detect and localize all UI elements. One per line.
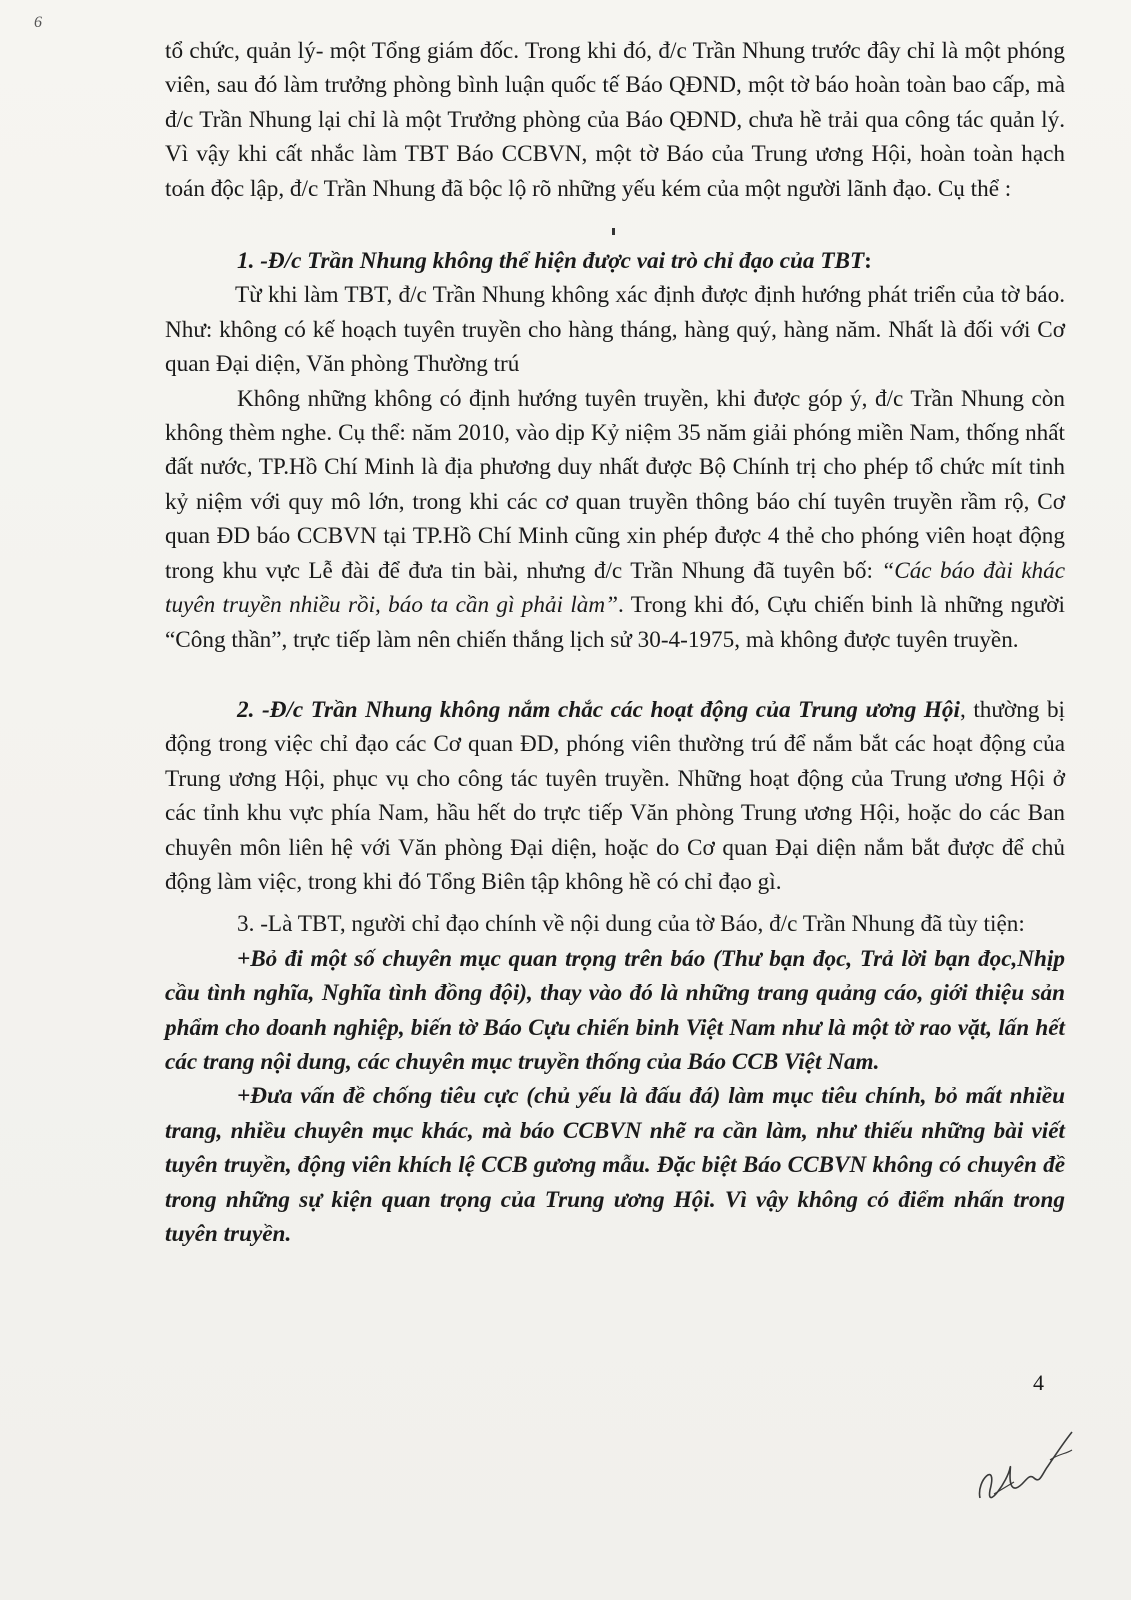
corner-mark: 6 xyxy=(34,14,42,31)
section-2 xyxy=(165,693,1065,899)
section-2-heading: 2. -Đ/c Trần Nhung không nắm chắc các hoạt động của Trung ương Hội xyxy=(237,696,960,723)
quote: “Các báo đài khác tuyên truyền nhiều rồi, báo ta cần gì phải làm” xyxy=(165,557,1065,619)
bullet-2: +Đưa vấn đề chống tiêu cực (chủ yếu là đấu đá) làm mục tiêu chính, bỏ mất nhiều trang, nhiều chuyên mục khác, mà báo CCBVN nhẽ ra cần làm, như thiếu những bài viết tuyên truyền, động viên khích lệ CCB gương mẫu. Đặc biệt Báo CCBVN không có chuyên đề trong những sự kiện quan trọng của Trung ương Hội. Vì vậy không có điểm nhấn trong tuyên truyền. xyxy=(165,1083,1065,1247)
page-number: 4 xyxy=(1033,1370,1044,1395)
paragraph-example-a: Không những không có định hướng tuyên truyền, khi được góp ý, đ/c Trần Nhung còn không thèm nghe. Cụ thể: năm 2010, vào dịp Kỷ niệm 35 năm giải phóng miền Nam, thống nhất đất nước, TP.Hồ Chí Minh là địa phương duy nhất được Bộ Chính trị cho phép tổ chức mít tinh kỷ niệm với quy mô lớn, trong khi các cơ quan truyền thông báo chí tuyên truyền rầm rộ, Cơ quan ĐD báo CCBVN tại TP.Hồ Chí Minh cũng xin phép được 4 thẻ cho phóng viên hoạt động trong khu vực Lễ đài để đưa tin bài, nhưng đ/c Trần Nhung đã tuyên bố: xyxy=(165,385,1065,584)
section-1-title: 1. -Đ/c Trần Nhung không thể hiện được vai trò chỉ đạo của TBT xyxy=(237,248,865,275)
paragraph-section-1: Từ khi làm TBT, đ/c Trần Nhung không xác định được định hướng phát triển của tờ báo. Như: không có kế hoạch tuyên truyền cho hàng tháng, hàng quý, hàng năm. Nhất là đối với Cơ quan Đại diện, Văn phòng Thường trú xyxy=(165,282,1065,378)
section-1-heading xyxy=(165,244,1065,278)
paragraph-example-b: . Trong khi đó, Cựu chiến binh là những người “Công thần”, trực tiếp làm nên chiến thắng lịch sử 30-4-1975, mà không được tuyên truyền. xyxy=(165,592,1065,653)
bullet-1: +Bỏ đi một số chuyên mục quan trọng trên báo (Thư bạn đọc, Trả lời bạn đọc,Nhịp cầu tình nghĩa, Nghĩa tình đồng đội), thay vào đó là những trang quảng cáo, giới thiệu sản phẩm cho doanh nghiệp, biến tờ Báo Cựu chiến binh Việt Nam như là một tờ rao vặt, lấn hết các trang nội dung, các chuyên mục truyền thống của Báo CCB Việt Nam. xyxy=(165,945,1065,1075)
document-body xyxy=(165,34,1065,1251)
signature xyxy=(968,1420,1078,1530)
section-2-body: , thường bị động trong việc chỉ đạo các Cơ quan ĐD, phóng viên thường trú để nắm bắt các hoạt động của Trung ương Hội, phục vụ cho công tác tuyên truyền. Những hoạt động của Trung ương Hội ở các tỉnh khu vực phía Nam, hầu hết do trực tiếp Văn phòng Trung ương Hội, hoặc do các Ban chuyên môn liên hệ với Văn phòng Đại diện, hoặc do Cơ quan Đại diện nắm bắt được để chủ động làm việc, trong khi đó Tổng Biên tập không hề có chỉ đạo gì. xyxy=(165,696,1066,895)
paragraph-intro: tổ chức, quản lý- một Tổng giám đốc. Trong khi đó, đ/c Trần Nhung trước đây chỉ là một phóng viên, sau đó làm trưởng phòng bình luận quốc tế Báo QĐND, một tờ báo hoàn toàn bao cấp, mà đ/c Trần Nhung lại chỉ là một Trưởng phòng của Báo QĐND, chưa hề trải qua công tác quản lý. Vì vậy khi cất nhắc làm TBT Báo CCBVN, một tờ Báo của Trung ương Hội, hoàn toàn hạch toán độc lập, đ/c Trần Nhung đã bộc lộ rõ những yếu kém của một người lãnh đạo. Cụ thể : xyxy=(165,38,1065,202)
section-3-heading: 3. -Là TBT, người chỉ đạo chính về nội dung của tờ Báo, đ/c Trần Nhung đã tùy tiện: xyxy=(237,911,1025,938)
paragraph-example xyxy=(165,382,1065,657)
section-1-colon: : xyxy=(864,248,872,275)
